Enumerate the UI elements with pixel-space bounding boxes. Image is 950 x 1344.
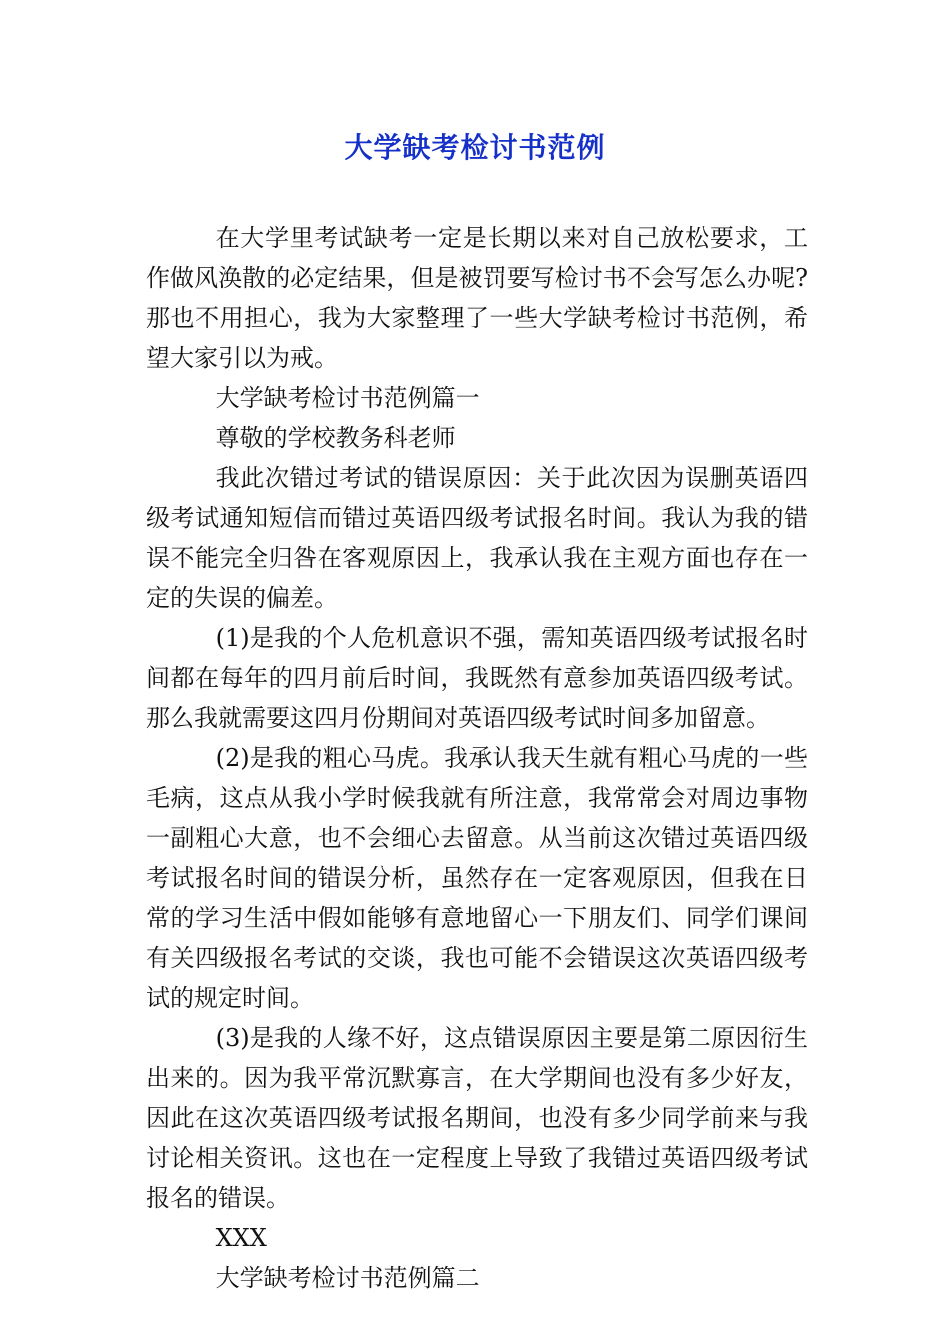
section-heading-1: 大学缺考检讨书范例篇一: [215, 384, 480, 412]
paragraph-point-3: (3)是我的人缘不好，这点错误原因主要是第二原因衍生出来的。因为我平常沉默寡言，在大学期间也没有多少好友，因此在这次英语四级考试报名期间，也没有多少同学前来与我讨论相关资讯。这也在一定程度上导致了我错过英语四级考试报名的错误。: [146, 1024, 808, 1212]
paragraph-point-2: (2)是我的粗心马虎。我承认我天生就有粗心马虎的一些毛病，这点从我小学时候我就有所注意，我常常会对周边事物一副粗心大意，也不会细心去留意。从当前这次错过英语四级考试报名时间的错误分析，虽然存在一定客观原因，但我在日常的学习生活中假如能够有意地留心一下朋友们、同学们课间有关四级报名考试的交谈，我也可能不会错误这次英语四级考试的规定时间。: [146, 744, 808, 1012]
document-body: [146, 218, 808, 1298]
page-title: 大学缺考检讨书范例: [344, 131, 606, 164]
section-heading-2: 大学缺考检讨书范例篇二: [215, 1264, 480, 1292]
paragraph-reason: 我此次错过考试的错误原因：关于此次因为误删英语四级考试通知短信而错过英语四级考试报名时间。我认为我的错误不能完全归咎在客观原因上，我承认我在主观方面也存在一定的失误的偏差。: [146, 464, 808, 612]
paragraph-point-1: (1)是我的个人危机意识不强，需知英语四级考试报名时间都在每年的四月前后时间，我既然有意参加英语四级考试。那么我就需要这四月份期间对英语四级考试时间多加留意。: [146, 624, 808, 732]
salutation: 尊敬的学校教务科老师: [215, 424, 456, 452]
signature: XXX: [215, 1224, 267, 1252]
paragraph-intro: 在大学里考试缺考一定是长期以来对自己放松要求，工作做风涣散的必定结果，但是被罚要写检讨书不会写怎么办呢?那也不用担心，我为大家整理了一些大学缺考检讨书范例，希望大家引以为戒。: [146, 224, 808, 372]
